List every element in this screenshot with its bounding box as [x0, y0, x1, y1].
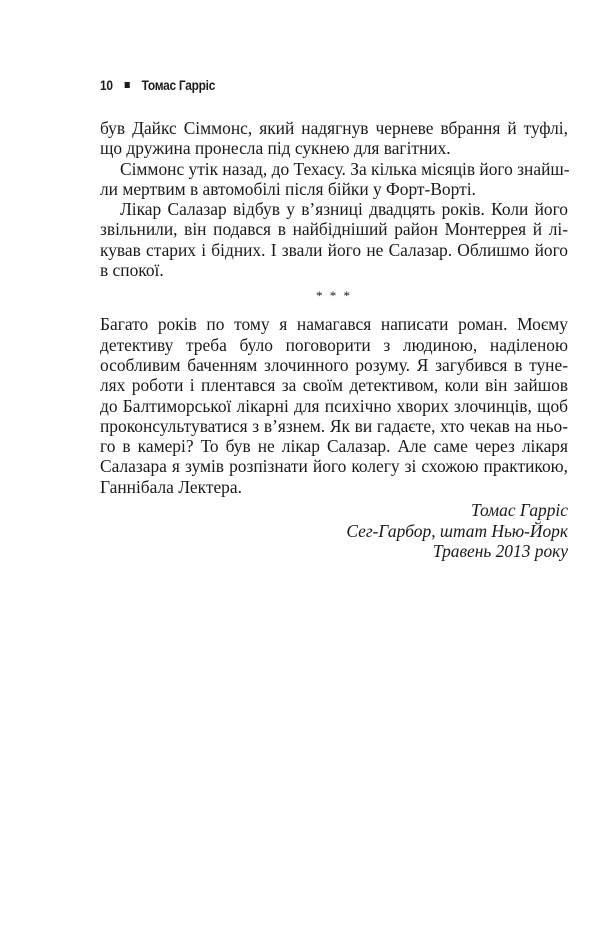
section-2: [100, 314, 568, 497]
text-line: Салазара я зумів розпізнати його колегу зі схожою практикою,: [100, 456, 568, 477]
text-line: проконсультуватися з в’язнем. Як ви гадаєте, хто чекав на ньо-: [100, 415, 568, 436]
paragraph: [100, 159, 568, 200]
text-line: кував старих і бідних. І звали його не Салазар. Облишмо його: [100, 239, 568, 260]
text-line: до Балтиморської лікарні для психічно хворих злочинців, щоб: [100, 395, 568, 416]
running-header: [100, 77, 215, 93]
page-body: [100, 118, 568, 562]
text-line: що дружина пронесла під сукнею для вагітних.: [100, 138, 451, 159]
paragraph: [100, 199, 568, 280]
text-line: був Дайкс Сіммонс, який надягнув черневе вбрання й туфлі,: [100, 118, 568, 138]
paragraph: [100, 118, 568, 159]
text-line: Сіммонс утік назад, до Техасу. За кілька місяців його знайш-: [120, 158, 570, 179]
paragraph: [100, 314, 568, 497]
text-line: го в камері? То був не лікар Салазар. Але саме через лікаря: [100, 436, 568, 457]
text-line: ли мертвим в автомобілі після бійки у Форт-Ворті.: [100, 178, 476, 199]
signature-date: Травень 2013 року: [432, 541, 568, 562]
signature-block: [100, 500, 568, 562]
text-line: Лікар Салазар відбув у в’язниці двадцять років. Коли його: [120, 199, 568, 220]
text-line: в спокої.: [100, 260, 164, 281]
square-bullet-icon: [125, 82, 130, 88]
signature-name: Томас Гарріс: [470, 500, 568, 521]
section-1: [100, 118, 568, 280]
text-line: лях роботи і плентався за своїм детективом, коли він зайшов: [100, 375, 568, 396]
signature-place: Сег-Гарбор, штат Нью-Йорк: [346, 520, 568, 541]
page-number: 10: [100, 77, 113, 93]
text-line: звільнили, він подався в найбідніший район Монтеррея й лі-: [100, 219, 568, 240]
section-separator: * * *: [316, 288, 352, 304]
running-header-author: Томас Гарріс: [141, 77, 216, 93]
text-line: детективу треба було поговорити з людиною, наділеною: [100, 334, 568, 355]
text-line: особливим баченням злочинного розуму. Я загубився в туне-: [100, 354, 568, 375]
text-line: Багато років по тому я намагався написати роман. Моєму: [100, 314, 568, 335]
text-line: Ганнібала Лектера.: [100, 476, 242, 497]
